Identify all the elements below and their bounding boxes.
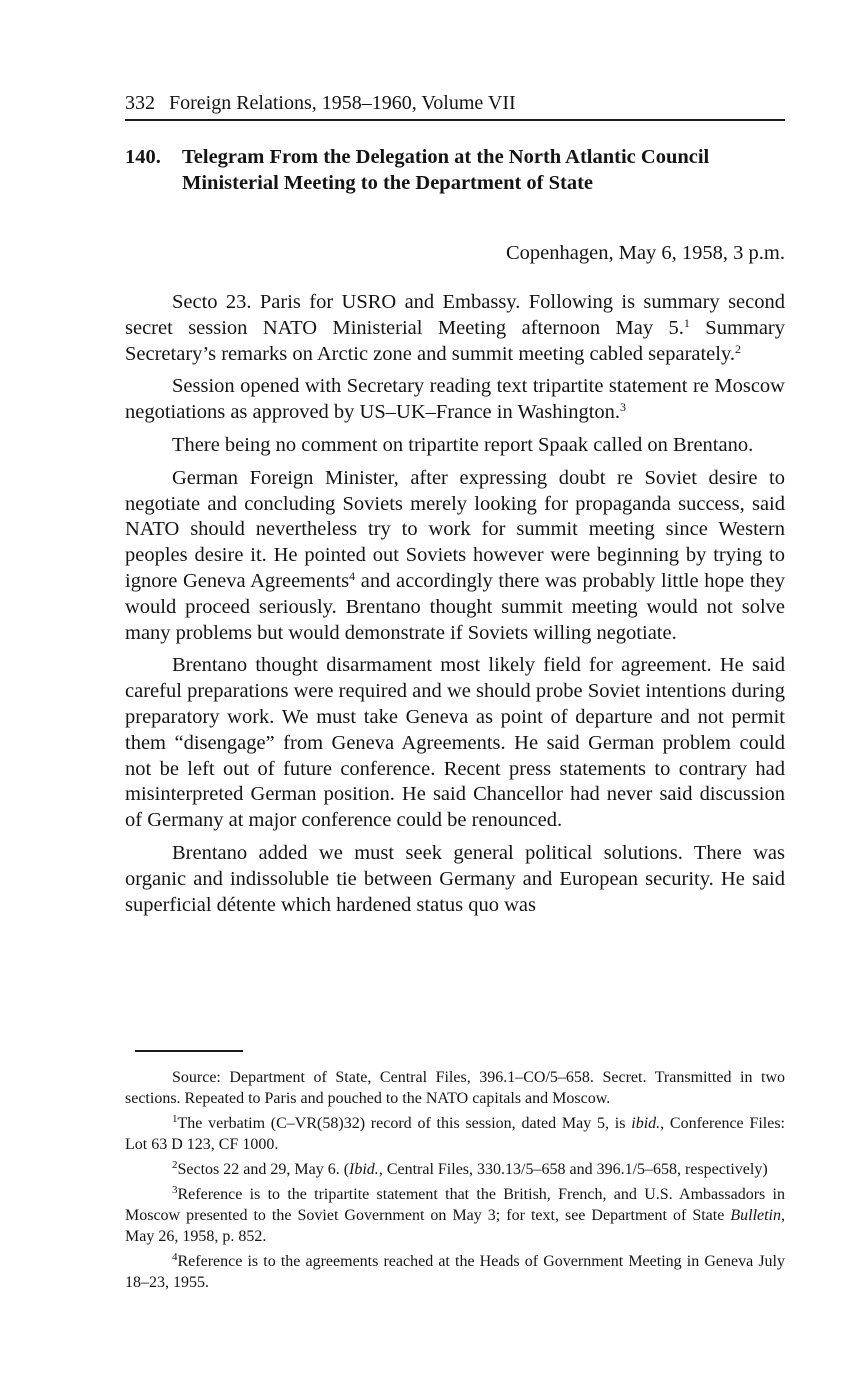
text-run: , Conference Files: Lot 63 D 123, CF 1000.	[125, 1115, 786, 1153]
body-paragraph	[125, 290, 785, 367]
footnote-reference[interactable]: 3	[620, 400, 627, 415]
italic-text: ibid.	[631, 1115, 661, 1132]
text-run: Reference is to the agreements reached at the Heads of Government Meeting in Geneva July 18–23, 1955.	[125, 1253, 785, 1291]
body-paragraph	[125, 653, 785, 834]
text-run: Secto 23. Paris for USRO and Embassy. Following is summary second secret session NATO Ministerial Meeting afternoon May 5.	[125, 291, 785, 339]
volume-title: Foreign Relations, 1958–1960, Volume VII	[169, 92, 516, 114]
italic-text: Bulletin	[730, 1207, 781, 1224]
text-run: There being no comment on tripartite report Spaak called on Brentano.	[172, 433, 754, 456]
text-run: Summary Secretary’s remarks on Arctic zone and summit meeting cabled separately.	[125, 316, 786, 365]
text-run: Reference is to the tripartite statement that the British, French, and U.S. Ambassadors in Moscow presented to the Soviet Government on May 3; for text, see Department of State	[125, 1186, 785, 1224]
body-text	[125, 290, 785, 925]
footnote-marker: 1	[172, 1113, 178, 1125]
footnote-reference[interactable]: 4	[349, 568, 356, 583]
footnote	[125, 1113, 785, 1155]
footnote-marker: 4	[172, 1251, 178, 1263]
text-run: Brentano added we must seek general political solutions. There was organic and indissoluble tie between Germany and European security. He said superficial détente which hardened status quo was	[125, 841, 785, 916]
text-run: and accordingly there was probably little hope they would proceed seriously. Brentano thought summit meeting would not solve many problems but would demonstrate if Soviets willing negotiate.	[125, 569, 785, 644]
text-run: Sectos 22 and 29, May 6. (	[177, 1161, 350, 1178]
running-head	[125, 90, 785, 116]
text-run: German Foreign Minister, after expressing doubt re Soviet desire to negotiate and concluding Soviets merely looking for propaganda success, said NATO should nevertheless try to work for summit meeting since Western peoples desire it. He pointed out Soviets however were beginning by trying to ignore Geneva Agreements	[125, 466, 785, 592]
text-run: Source: Department of State, Central Files, 396.1–CO/5–658. Secret. Transmitted in two sections. Repeated to Paris and pouched to the NATO capitals and Moscow.	[125, 1069, 785, 1107]
document-number: 140.	[125, 146, 161, 168]
dateline: Copenhagen, May 6, 1958, 3 p.m.	[506, 242, 785, 264]
footnote-rule	[135, 1050, 243, 1052]
text-run: , Central Files, 330.13/5–658 and 396.1/5–658, respectively)	[378, 1161, 768, 1178]
body-paragraph	[125, 466, 785, 647]
text-run: Session opened with Secretary reading text tripartite statement re Moscow negotiations as approved by US–UK–France in Washington.	[125, 375, 785, 424]
footnotes	[125, 1067, 785, 1297]
footnote	[125, 1251, 785, 1293]
footnote-marker: 3	[172, 1184, 178, 1196]
body-paragraph	[125, 841, 785, 918]
footnote-reference[interactable]: 1	[683, 315, 690, 330]
footnote-reference[interactable]: 2	[735, 341, 742, 356]
footnote	[125, 1159, 785, 1180]
document-heading	[125, 144, 785, 196]
footnote	[125, 1184, 785, 1247]
body-paragraph	[125, 433, 785, 459]
header-rule	[125, 119, 785, 121]
footnote-marker: 2	[172, 1159, 178, 1171]
italic-text: Ibid.	[349, 1161, 379, 1178]
text-run: The verbatim (C–VR(58)32) record of this session, dated May 5, is	[177, 1115, 632, 1132]
text-run: , May 26, 1958, p. 852.	[125, 1207, 785, 1245]
source-note	[125, 1067, 785, 1109]
page-number: 332	[125, 92, 155, 114]
body-paragraph	[125, 374, 785, 426]
text-run: Brentano thought disarmament most likely field for agreement. He said careful preparations were required and we should probe Soviet intentions during preparatory work. We must take Geneva as point of departure and not permit them “disengage” from Geneva Agreements. He said German problem could not be left out of future conference. Recent press statements to contrary had misinterpreted German position. He said Chancellor had never said discussion of Germany at major conference could be renounced.	[125, 654, 785, 832]
document-title: Telegram From the Delegation at the North Atlantic Council Ministerial Meeting to the Department of State	[182, 146, 710, 194]
